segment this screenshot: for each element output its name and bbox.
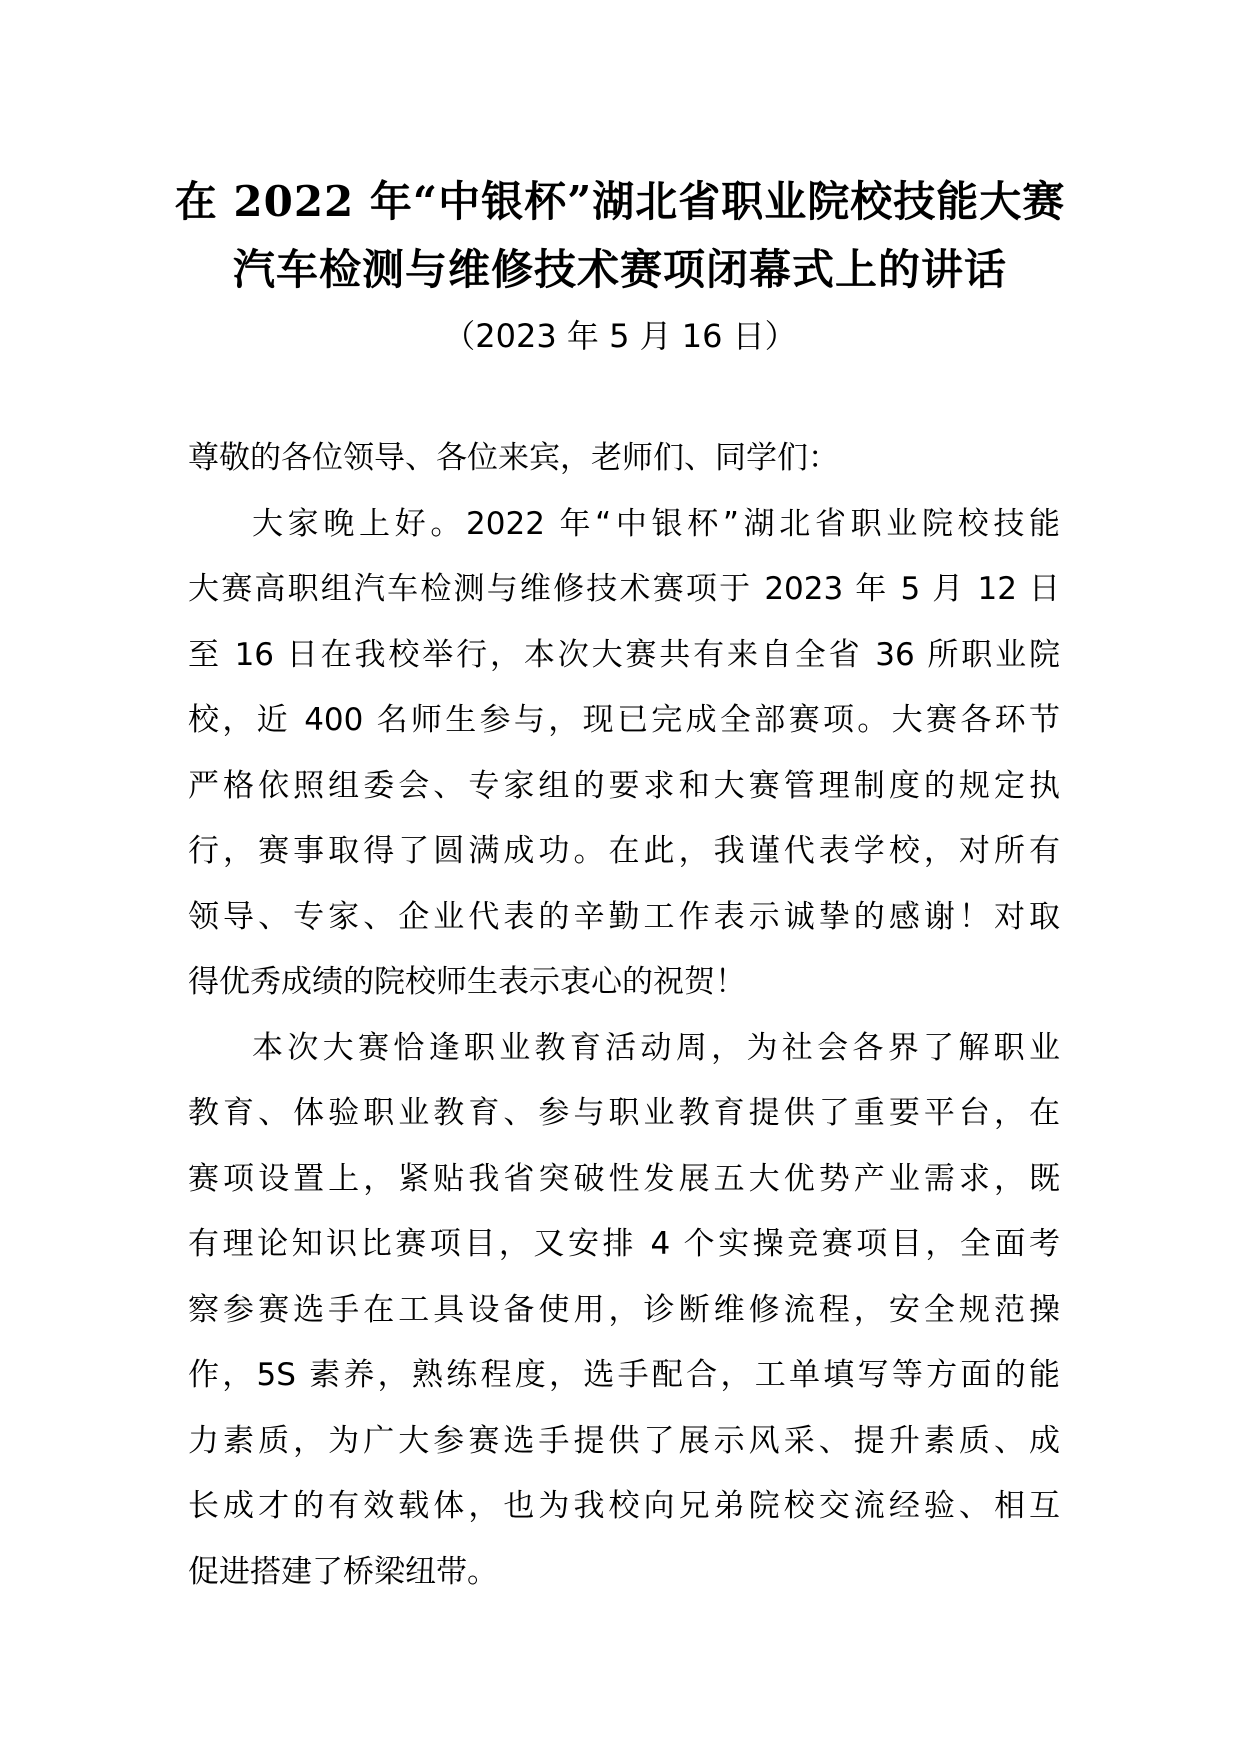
paragraph-line: 赛项设置上，紧贴我省突破性发展五大优势产业需求，既 [188,1160,1060,1197]
title-block [140,168,1100,364]
paragraph-line: 力素质，为广大参赛选手提供了展示风采、提升素质、成 [188,1422,1060,1459]
document-date: （2023 年 5 月 16 日） [443,317,797,355]
paragraph-line: 领导、专家、企业代表的辛勤工作表示诚挚的感谢！对取 [188,898,1060,935]
speech-body [188,426,1060,1605]
paragraph-line: 行，赛事取得了圆满成功。在此，我谨代表学校，对所有 [188,833,1060,869]
paragraph-line: 大家晚上好。2022 年“中银杯”湖北省职业院校技能 [252,505,1060,542]
document-title-line-1: 在 2022 年“中银杯”湖北省职业院校技能大赛 [174,177,1066,226]
document-title-line-2: 汽车检测与维修技术赛项闭幕式上的讲话 [232,245,1007,294]
paragraph-line: 大赛高职组汽车检测与维修技术赛项于 2023 年 5 月 12 日 [188,571,1060,607]
paragraph-line: 促进搭建了桥梁纽带。 [188,1553,498,1590]
paragraph-line: 至 16 日在我校举行，本次大赛共有来自全省 36 所职业院 [188,636,1060,673]
paragraph-line: 严格依照组委会、专家组的要求和大赛管理制度的规定执 [188,767,1060,804]
paragraph-line: 长成才的有效载体，也为我校向兄弟院校交流经验、相互 [188,1488,1060,1524]
paragraph-line: 本次大赛恰逢职业教育活动周，为社会各界了解职业 [252,1029,1060,1066]
salutation: 尊敬的各位领导、各位来宾，老师们、同学们： [188,440,839,476]
paragraph-2 [188,1016,1060,1606]
paragraph-line: 校，近 400 名师生参与，现已完成全部赛项。大赛各环节 [188,702,1060,738]
paragraph-line: 有理论知识比赛项目，又安排 4 个实操竞赛项目，全面考 [188,1226,1060,1262]
paragraph-line: 作，5S 素养，熟练程度，选手配合，工单填写等方面的能 [188,1357,1060,1393]
paragraph-1 [188,492,1060,1016]
paragraph-line: 得优秀成绩的院校师生表示衷心的祝贺！ [188,964,746,1000]
paragraph-line: 察参赛选手在工具设备使用，诊断维修流程，安全规范操 [188,1291,1060,1328]
paragraph-line: 教育、体验职业教育、参与职业教育提供了重要平台，在 [188,1095,1060,1131]
